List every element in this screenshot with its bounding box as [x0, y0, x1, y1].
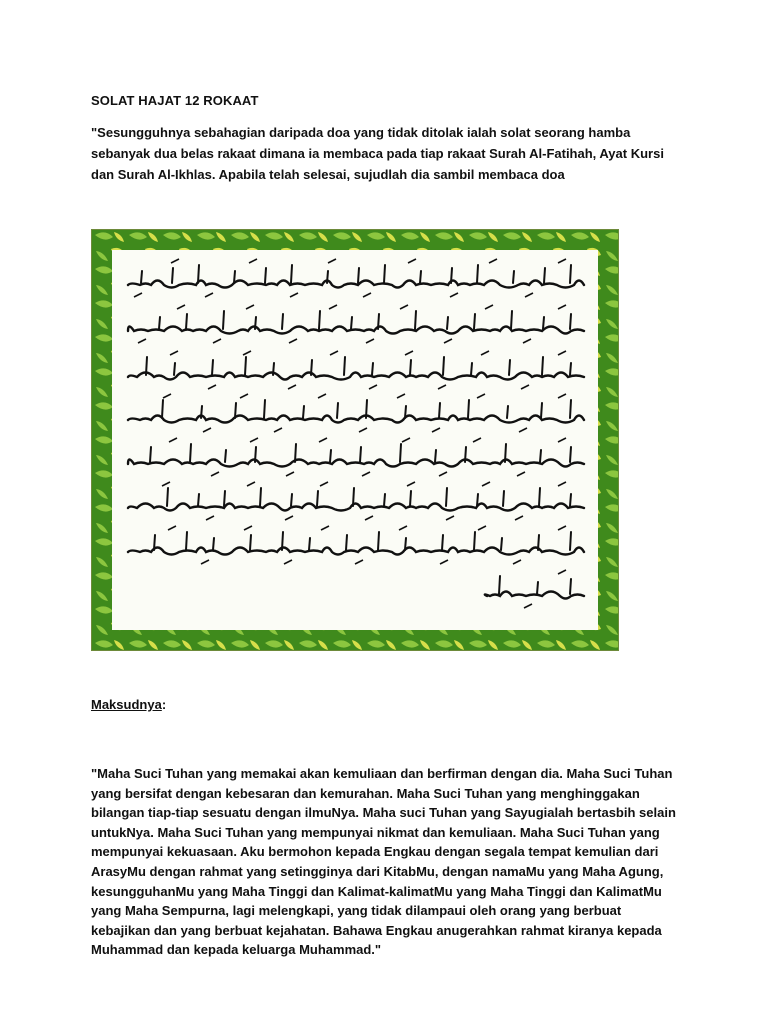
script-stem: [544, 268, 545, 283]
script-stem: [330, 450, 331, 462]
script-stem: [282, 532, 283, 550]
script-stem: [543, 317, 544, 329]
script-stem: [570, 532, 571, 550]
script-stem: [499, 576, 500, 594]
script-stem: [477, 265, 478, 283]
script-stem: [538, 535, 539, 550]
script-stem: [212, 360, 213, 375]
script-stem: [384, 265, 385, 283]
script-stem: [503, 491, 504, 506]
script-stem: [223, 311, 224, 329]
script-stem: [337, 403, 338, 418]
script-stem: [468, 400, 469, 418]
script-stem: [505, 444, 506, 462]
script-stem: [198, 265, 199, 283]
script-stem: [154, 535, 155, 550]
script-stem: [234, 271, 235, 283]
script-stem: [474, 314, 475, 329]
script-stem: [265, 268, 266, 283]
script-stem: [465, 447, 466, 462]
script-stem: [477, 494, 478, 506]
script-stem: [224, 491, 225, 506]
script-stem: [570, 400, 571, 418]
script-stem: [509, 360, 510, 375]
intro-paragraph: "Sesungguhnya sebahagian daripada doa yang tidak ditolak ialah solat seorang hamba sebanyak dua belas rakaat dimana ia membaca pada tiap rakaat Surah Al-Fatihah, Ayat Kursi dan Surah Al-Ikhlas. Apabila telah selesai, sujudlah dia sambil membaca doa: [91, 125, 664, 182]
script-stem: [150, 447, 151, 462]
script-stem: [570, 363, 571, 375]
script-stem: [384, 494, 385, 506]
script-stem: [174, 363, 175, 375]
script-stem: [511, 311, 512, 329]
script-stem: [474, 532, 475, 550]
script-stem: [415, 311, 416, 329]
script-stem: [541, 403, 542, 418]
script-stem: [539, 488, 540, 506]
script-stem: [471, 363, 472, 375]
script-stem: [250, 535, 251, 550]
script-stem: [405, 406, 406, 418]
script-stem: [264, 400, 265, 418]
translation-paragraph: "Maha Suci Tuhan yang memakai akan kemuliaan dan berfirman dengan dia. Maha Suci Tuhan yang bersifat dengan kebesaran dan kemurahan. Maha Suci Tuhan yang menghinggakan bilangan tiap-tiap sesuatu dengan ilmuNya. Maha suci Tuhan yang Sayugialah bertasbih selain untukNya. Maha Suci Tuhan yang mempunyai nikmat dan kemuliaan. Maha Suci Tuhan yang mempunyai kekuasaan. Aku bermohon kepada Engkau dengan segala tempat kemulian dari ArasyMu dengan rahmat yang setingginya dari KitabMu, dengan namaMu yang Maha Agung, kesungguhanMu yang Maha Tinggi dan Kalimat-kalimatMu yang Maha Tinggi dan KalimatMu yang Maha Sempurna, lagi melengkapi, yang tidak dilampaui oleh orang yang berbuat kebajikan dan yang berbuat kejahatan. Bahawa Engkau anugerahkan rahmat kiranya kepada Muhammad dan kepada keluarga Muhammad.": [91, 766, 676, 958]
script-stem: [451, 268, 452, 283]
script-stem: [141, 271, 142, 283]
script-stem: [435, 450, 436, 462]
script-stem: [311, 360, 312, 375]
script-stem: [291, 494, 292, 506]
script-stem: [540, 450, 541, 462]
arabic-prayer-image: [91, 229, 619, 651]
script-stem: [186, 532, 187, 550]
script-stem: [146, 357, 147, 375]
script-stem: [282, 314, 283, 329]
script-stem: [167, 488, 168, 506]
script-stem: [295, 444, 296, 462]
script-stem: [351, 317, 352, 329]
script-stem: [225, 450, 226, 462]
script-stem: [405, 538, 406, 550]
script-stem: [570, 265, 571, 283]
script-stem: [513, 271, 514, 283]
script-stem: [319, 311, 320, 329]
script-stem: [542, 357, 543, 375]
script-stem: [570, 494, 571, 506]
script-stem: [344, 357, 345, 375]
maksud-label: [91, 697, 166, 712]
script-stem: [537, 582, 538, 594]
script-stem: [327, 271, 328, 283]
script-stem: [213, 538, 214, 550]
script-stem: [235, 403, 236, 418]
script-stem: [172, 268, 173, 283]
script-stem: [201, 406, 202, 418]
script-stem: [410, 491, 411, 506]
script-stem: [317, 491, 318, 506]
script-stem: [198, 494, 199, 506]
script-stem: [360, 447, 361, 462]
script-stem: [570, 314, 571, 329]
arabic-prayer-graphic: [92, 230, 618, 650]
script-stem: [378, 532, 379, 550]
script-stem: [186, 314, 187, 329]
script-stem: [273, 363, 274, 375]
script-stem: [245, 357, 246, 375]
script-stem: [159, 317, 160, 329]
script-stem: [190, 444, 191, 462]
script-stem: [366, 400, 367, 418]
script-stem: [255, 317, 256, 329]
script-stem: [507, 406, 508, 418]
script-stem: [260, 488, 261, 506]
script-stem: [570, 579, 571, 594]
script-stem: [420, 271, 421, 283]
script-stem: [442, 535, 443, 550]
script-stem: [353, 488, 354, 506]
page-heading: SOLAT HAJAT 12 ROKAAT: [91, 93, 259, 108]
script-stem: [400, 444, 401, 462]
script-stem: [570, 447, 571, 462]
script-stem: [501, 538, 502, 550]
script-stem: [291, 265, 292, 283]
script-stem: [358, 268, 359, 283]
script-stem: [346, 535, 347, 550]
script-stem: [410, 360, 411, 375]
script-stem: [303, 406, 304, 418]
script-stem: [378, 314, 379, 329]
script-stem: [255, 447, 256, 462]
script-stem: [447, 317, 448, 329]
script-stem: [446, 488, 447, 506]
maksud-label-text: Maksudnya: [91, 697, 162, 712]
script-stem: [309, 538, 310, 550]
maksud-label-colon: :: [161, 697, 167, 712]
script-stem: [439, 403, 440, 418]
script-stem: [372, 363, 373, 375]
script-stem: [162, 400, 163, 418]
script-stem: [443, 357, 444, 375]
